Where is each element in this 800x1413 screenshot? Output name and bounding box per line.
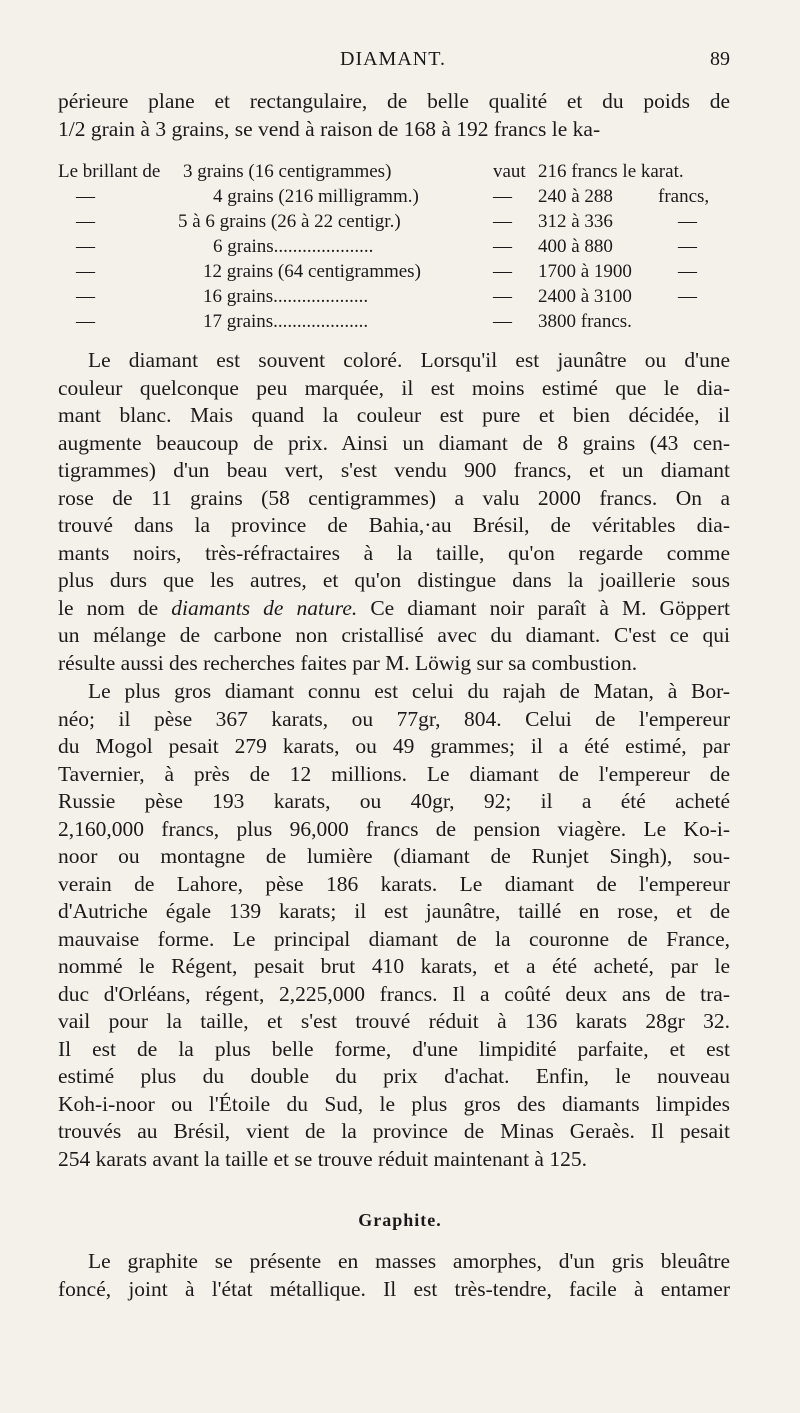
row-verb: —: [493, 186, 512, 207]
row-verb: —: [493, 286, 512, 307]
text-line: du Mogol pesait 279 karats, ou 49 grammes; il a été estimé, par: [58, 734, 730, 758]
row-verb: —: [493, 236, 512, 257]
text-line: verain de Lahore, pèse 186 karats. Le diamant de l'empereur: [58, 871, 730, 896]
text-line: 254 karats avant la taille et se trouve réduit maintenant à 125.: [58, 1146, 587, 1171]
row-lead: —: [76, 186, 95, 207]
row-weight: 12 grains (64 centigrammes): [203, 261, 421, 282]
page-header: [60, 48, 730, 78]
text-line: trouvé dans la province de Bahia,·au Brésil, de véritables dia-: [58, 513, 730, 537]
text-line: 1/2 grain à 3 grains, se vend à raison de 168 à 192 francs le ka-: [58, 116, 601, 141]
table-row: [58, 309, 730, 334]
intro-paragraph: [58, 88, 730, 143]
row-lead: —: [76, 311, 95, 332]
table-row: [58, 259, 730, 284]
text-line: duc d'Orléans, régent, 2,225,000 francs. Il a coûté deux ans de tra-: [58, 981, 730, 1006]
text-line: Le plus gros diamant connu est celui du rajah de Matan, à Bor-: [88, 679, 730, 703]
table-row: [58, 184, 730, 209]
text-line: rose de 11 grains (58 centigrammes) a valu 2000 francs. On a: [58, 485, 730, 510]
text-line: foncé, joint à l'état métallique. Il est très-tendre, facile à entamer: [58, 1276, 730, 1301]
row-verb: —: [493, 211, 512, 232]
text-line: résulte aussi des recherches faites par M. Löwig sur sa combustion.: [58, 650, 638, 675]
row-lead: —: [76, 236, 95, 257]
text-fragment: Ce diamant noir paraît à M. Göppert: [357, 595, 730, 620]
row-price: 312 à 336: [538, 211, 613, 232]
row-price: 400 à 880: [538, 236, 613, 257]
section-title-graphite: Graphite.: [358, 1210, 442, 1230]
text-line: mant blanc. Mais quand la couleur est pure et bien décidée, il: [58, 403, 730, 427]
row-unit: francs,: [658, 186, 710, 207]
row-unit: —: [678, 261, 697, 282]
text-line: trouvés au Brésil, vient de la province de Minas Geraès. Il pesait: [58, 1119, 730, 1143]
text-line: Le diamant est souvent coloré. Lorsqu'il est jaunâtre ou d'une: [88, 348, 730, 372]
row-price: 240 à 288: [538, 186, 613, 207]
text-line: [58, 595, 730, 623]
text-line: un mélange de carbone non cristallisé avec du diamant. C'est ce qui: [58, 623, 730, 647]
row-lead: —: [76, 286, 95, 307]
paragraph-graphite: [58, 1248, 730, 1303]
italic-term: diamants de nature.: [171, 595, 358, 620]
paragraph-largest-diamonds: [58, 678, 730, 1173]
row-price: 2400 à 3100: [538, 286, 632, 307]
text-line: Il est de la plus belle forme, d'une limpidité parfaite, et est: [58, 1036, 730, 1061]
text-line: périeure plane et rectangulaire, de belle qualité et du poids de: [58, 89, 730, 113]
text-line: couleur quelconque peu marquée, il est moins estimé que le dia-: [58, 375, 730, 400]
table-row: [58, 209, 730, 234]
row-lead: —: [76, 211, 95, 232]
row-price: 216 francs le karat.: [538, 161, 684, 182]
diamond-price-table: [58, 159, 730, 334]
text-line: estimé plus du double du prix d'achat. Enfin, le nouveau: [58, 1064, 730, 1088]
text-line: augmente beaucoup de prix. Ainsi un diamant de 8 grains (43 cen-: [58, 430, 730, 455]
row-lead: —: [76, 261, 95, 282]
paragraph-colored-diamonds: [58, 347, 730, 677]
table-row: [58, 284, 730, 309]
row-weight: 5 à 6 grains (26 à 22 centigr.): [178, 211, 401, 232]
running-title: DIAMANT.: [340, 48, 446, 70]
text-line: plus durs que les autres, et qu'on distingue dans la joaillerie sous: [58, 568, 730, 592]
text-line: Le graphite se présente en masses amorphes, d'un gris bleuâtre: [88, 1249, 730, 1273]
text-line: tigrammes) d'un beau vert, s'est vendu 900 francs, et un diamant: [58, 458, 730, 482]
row-weight: 16 grains....................: [203, 286, 369, 307]
text-line: vail pour la taille, et s'est trouvé réduit à 136 karats 28gr 32.: [58, 1009, 730, 1033]
page-number: 89: [710, 48, 730, 70]
text-line: d'Autriche égale 139 karats; il est jaunâtre, taillé en rose, et de: [58, 899, 730, 923]
row-verb: vaut: [493, 161, 526, 182]
row-weight: 6 grains.....................: [213, 236, 374, 257]
text-line: nommé le Régent, pesait brut 410 karats, et a été acheté, par le: [58, 954, 730, 978]
text-line: noor ou montagne de lumière (diamant de Runjet Singh), sou-: [58, 844, 730, 868]
row-weight: 3 grains (16 centigrammes): [183, 161, 392, 182]
row-unit: —: [678, 211, 697, 232]
text-line: Tavernier, à près de 12 millions. Le diamant de l'empereur de: [58, 761, 730, 786]
row-price: 1700 à 1900: [538, 261, 632, 282]
row-lead: Le brillant de: [58, 161, 161, 182]
text-line: mauvaise forme. Le principal diamant de la couronne de France,: [58, 926, 730, 951]
text-line: Russie pèse 193 karats, ou 40gr, 92; il a été acheté: [58, 789, 730, 813]
text-line: 2,160,000 francs, plus 96,000 francs de pension viagère. Le Ko-i-: [58, 816, 730, 841]
text-line: mants noirs, très-réfractaires à la taille, qu'on regarde comme: [58, 540, 730, 565]
text-line: Koh-i-noor ou l'Étoile du Sud, le plus gros des diamants limpides: [58, 1091, 730, 1116]
row-unit: —: [678, 236, 697, 257]
table-row: [58, 159, 730, 184]
row-price: 3800 francs.: [538, 311, 632, 332]
row-verb: —: [493, 261, 512, 282]
text-line: néo; il pèse 367 karats, ou 77gr, 804. Celui de l'empereur: [58, 706, 730, 731]
row-weight: 4 grains (216 milligramm.): [213, 186, 419, 207]
row-verb: —: [493, 311, 512, 332]
table-row: [58, 234, 730, 259]
row-weight: 17 grains....................: [203, 311, 369, 332]
row-unit: —: [678, 286, 697, 307]
text-fragment: le nom de: [58, 595, 172, 620]
